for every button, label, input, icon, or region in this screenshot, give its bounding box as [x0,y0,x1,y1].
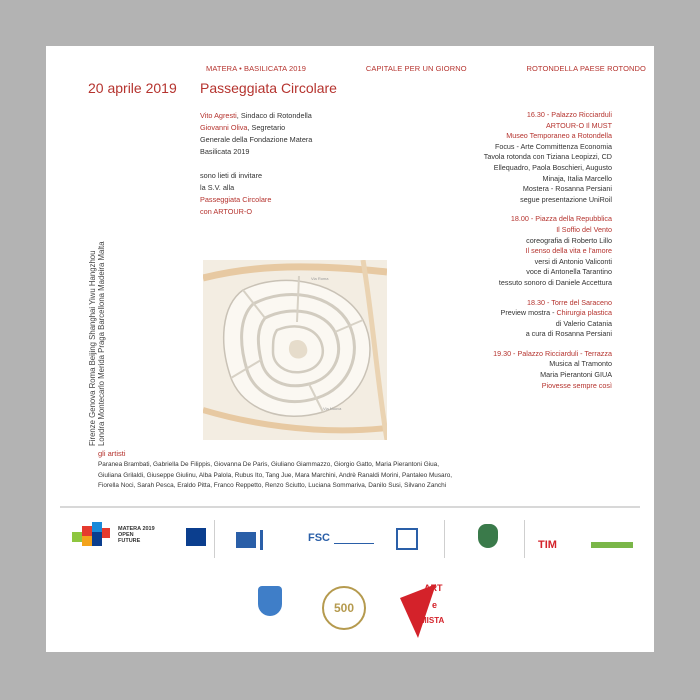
program-highlight: Il Soffio del Vento [556,224,612,234]
artists-line: Fiorella Noci, Sarah Pesca, Eraldo Pitta, Franco Reppetto, Renzo Sciutto, Luciana Sommariva, Danilo Susi, Silvano Zanchi [98,482,447,489]
matera-logo-icon [72,522,112,552]
program-line: tessuto sonoro di Daniele Accettura [498,277,612,287]
matera-logo-text: MATERA 2019 OPEN FUTURE [118,526,155,544]
mayor-name: Vito Agresti [200,111,237,120]
program-line: Maria Pierantoni GIUA [540,370,612,380]
program-time-place: 18.00 - Piazza della Repubblica [510,214,612,224]
cities-line-2: Londra Montecarlo Merida Praga Barcellona Madeira Malta [97,241,106,446]
event-date: 20 aprile 2019 [88,80,177,96]
cities-vertical [88,118,106,448]
program-schedule [416,110,612,400]
divider [524,520,525,558]
program-line: Mostera - Rosanna Persiani [522,184,612,194]
town-map-svg [203,260,387,440]
invite-line [200,110,390,122]
invite-line: Generale della Fondazione Matera [200,135,313,144]
program-item [416,110,612,205]
artists-line: Giuliana Grilaldi, Giuseppe Giulinu, Alba Palola, Rubus Ito, Tang Jue, Mara Marchini, Andrè Ranaldi Morini, Pantaleo Musaro, [98,471,453,479]
crest-logo-icon [478,524,498,548]
program-highlight: Museo Temporaneo a Rotondella [506,131,612,141]
program-item [416,298,612,340]
mayor-role: , Sindaco di Rotondella [236,111,312,120]
sponsor-logo-icon [591,542,633,548]
town-map [203,260,387,440]
program-time-place: 16.30 - Palazzo Ricciarduli [526,110,612,119]
svg-text:Via Roma: Via Roma [311,276,329,281]
cities-line-1: Firenze Genova Roma Beijing Shanghai Yiwu Hangzhou [88,250,97,446]
invitation-card [46,46,654,652]
ministry-logo-icon [236,532,256,548]
artists-list [98,460,618,492]
tim-logo: TIM [538,539,557,551]
invite-line [200,122,390,134]
program-line: di Valerio Catania [555,318,612,328]
invite-line: Basilicata 2019 [200,147,250,156]
region-logo-icon [396,528,418,550]
header-tag: MATERA • BASILICATA 2019 [206,64,307,73]
town-crest-icon [258,586,282,616]
program-line: Musica al Tramonto [549,359,612,369]
program-prefix: Preview mostra - [500,308,557,318]
divider [60,506,640,508]
invitation-text [200,110,390,218]
cities-vertical-svg [90,118,104,448]
program-line: segue presentazione UniRoil [520,194,612,204]
program-highlight: Chirurgia plastica [556,308,612,318]
program-line: Focus - Arte Committenza Economia [494,141,612,151]
eu-flag-icon [186,528,206,546]
fsc-logo: FSC [308,532,330,544]
invite-line: la S.V. alla [200,183,235,192]
divider [444,520,445,558]
program-highlight: Il senso della vita e l'amore [525,246,612,256]
header-tag: CAPITALE PER UN GIORNO [365,64,467,73]
artists-label: gli artisti [98,449,126,458]
program-item [416,349,612,391]
ministry-logo-text-icon [260,530,293,550]
program-line: Minaja, Italia Marcello [542,173,612,183]
arte-logo-e: e [432,600,438,610]
invite-line: con ARTOUR-O [200,207,253,216]
secretary-role: , Segretario [247,123,286,132]
program-line: voce di Antonella Tarantino [526,267,612,277]
program-line: Tavola rotonda con Tiziana Leopizzi, CD [483,152,612,162]
program-line: a cura di Rosanna Persiani [525,329,612,339]
arte-logo-mista: MISTA [420,616,445,625]
program-line: coreografia di Roberto Lillo [526,235,612,245]
program-highlight: ARTOUR-O Il MUST [545,120,612,130]
header-tag: ROTONDELLA PAESE ROTONDO [526,64,646,73]
event-title: Passeggiata Circolare [200,80,337,96]
artists-line: Paranea Brambati, Gabriella De Filippis, Giovanna De Paris, Giuliano Giammazzo, Giorgio Gatto, Maria Pierantoni Giua, [98,461,439,468]
program-time-place: 19.30 - Palazzo Ricciarduli - Terrazza [493,348,612,358]
invite-line: Passeggiata Circolare [200,195,272,204]
program-highlight: Piovesse sempre così [541,380,612,390]
fsc-swoosh-icon [334,535,374,544]
program-line [416,308,612,319]
program-line: versi di Antonio Valiconti [534,256,612,266]
program-line: Ellequadro, Paola Boschieri, Augusto [493,162,612,172]
secretary-name: Giovanni Oliva [200,123,248,132]
header-tags [206,64,646,73]
arte-logo-text: ART [424,583,443,593]
program-time-place: 18.30 - Torre del Saraceno [527,297,612,307]
svg-text:Via Nuova: Via Nuova [323,406,342,411]
logo-500: 500 [322,586,366,630]
invite-line: sono lieti di invitare [200,171,263,180]
program-item [416,214,612,288]
divider [214,520,215,558]
